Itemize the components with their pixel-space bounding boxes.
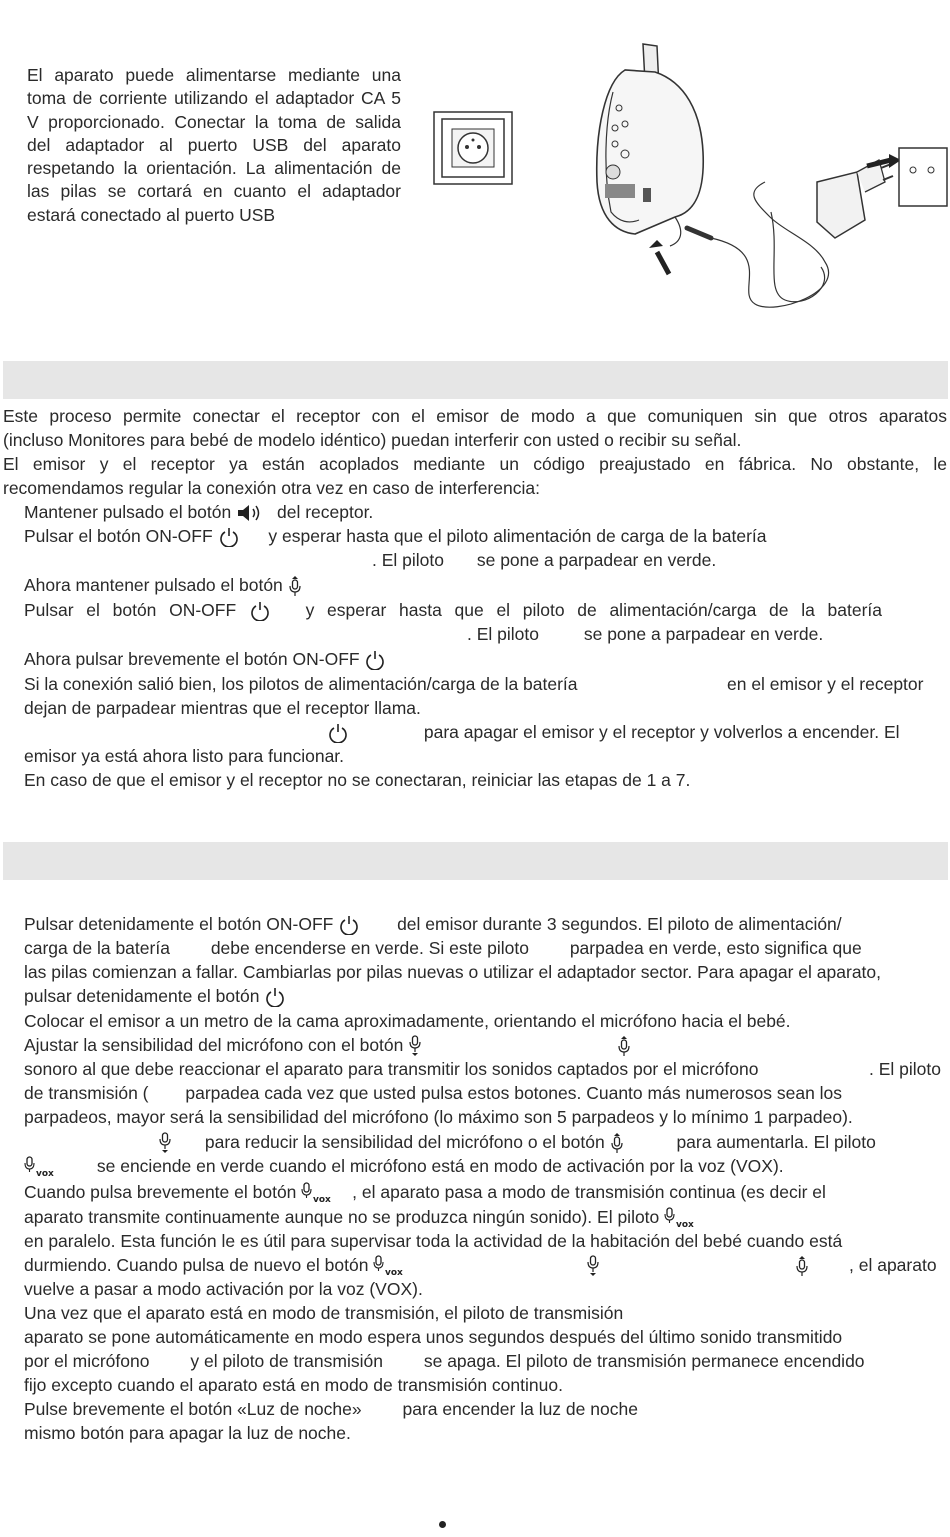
usage-text: fijo excepto cuando el aparato está en modo de transmisión continuo. [24, 1375, 563, 1395]
pairing-text-line: El emisor y el receptor ya están acoplados mediante un código preajustado en fábrica. No obstante, le [3, 454, 947, 474]
section-header-band-pairing [3, 361, 948, 399]
pairing-step-8 [24, 768, 947, 792]
step-text: del receptor. [276, 502, 374, 522]
vox-icon [373, 1255, 403, 1277]
wall-socket-illustration [433, 111, 513, 185]
usage-text: por el micrófono [24, 1351, 150, 1371]
pairing-step-1 [24, 500, 947, 524]
usage-text: aparato se pone automáticamente en modo espera unos segundos después del último sonido transmitido [24, 1327, 843, 1347]
step-text: se pone a parpadear en verde. [476, 550, 717, 570]
usage-text: se enciende en verde cuando el micrófono está en modo de activación por la voz (VOX). [96, 1156, 784, 1176]
step-text: y esperar hasta que el piloto alimentación de carga de la batería [268, 526, 767, 546]
pairing-text-line: (incluso Monitores para bebé de modelo idéntico) puedan interferir con usted o recibir su señal. [3, 430, 742, 450]
step-text: Ahora mantener pulsado el botón [24, 575, 283, 595]
microphone-up-icon [795, 1255, 809, 1277]
usage-line [24, 1277, 947, 1301]
usage-line [24, 1180, 947, 1204]
vox-label: vox [36, 1169, 54, 1179]
usage-line [24, 1325, 947, 1349]
vox-icon [24, 1156, 54, 1178]
usage-text: de transmisión ( [24, 1083, 149, 1103]
step-text: Si la conexión salió bien, los pilotos de alimentación/carga de la batería [24, 674, 578, 694]
power-icon [338, 915, 360, 935]
step-text: Mantener pulsado el botón [24, 502, 232, 522]
usage-line [24, 1349, 947, 1373]
pairing-step-6-cont [24, 696, 947, 720]
usage-line [24, 1033, 947, 1057]
step-text: Pulsar el botón ON-OFF [24, 600, 237, 620]
usage-text: carga de la batería [24, 938, 170, 958]
page-bullet [439, 1521, 446, 1528]
usage-line [24, 1205, 947, 1229]
step-text: Ahora pulsar brevemente el botón ON-OFF [24, 649, 360, 669]
usage-text: se apaga. El piloto de transmisión permanece encendido [423, 1351, 865, 1371]
device-adapter-illustration [585, 42, 950, 316]
usage-line [24, 1105, 947, 1129]
usage-text: Pulsar detenidamente el botón ON-OFF [24, 914, 334, 934]
usage-text: aparato transmite continuamente aunque no se produzca ningún sonido). El piloto [24, 1207, 660, 1227]
step-text: Pulsar el botón ON-OFF [24, 526, 213, 546]
usage-line [24, 1154, 947, 1178]
usage-text: . El piloto [869, 1059, 941, 1079]
step-text: emisor ya está ahora listo para funcionar. [24, 746, 345, 766]
usage-text: para aumentarla. El piloto [676, 1132, 876, 1152]
power-icon [264, 987, 286, 1007]
usage-text: Colocar el emisor a un metro de la cama aproximadamente, orientando el micrófono hacia el bebé. [24, 1011, 791, 1031]
microphone-up-icon [610, 1132, 624, 1154]
usage-text: para encender la luz de noche [402, 1399, 638, 1419]
microphone-down-icon [586, 1255, 600, 1277]
usage-line [24, 960, 947, 984]
usage-text: pulsar detenidamente el botón [24, 986, 260, 1006]
pairing-step-3 [24, 573, 947, 597]
microphone-down-icon [408, 1035, 422, 1057]
pairing-step-2 [24, 524, 947, 548]
pairing-text-line: recomendamos regular la conexión otra vez en caso de interferencia: [3, 478, 540, 498]
usage-line [24, 1397, 947, 1421]
pairing-text-line: Este proceso permite conectar el receptor con el emisor de modo a que comuniquen sin que otros aparatos [3, 406, 947, 426]
step-text: En caso de que el emisor y el receptor no se conectaran, reiniciar las etapas de 1 a 7. [24, 770, 691, 790]
power-icon [218, 527, 240, 547]
power-icon [249, 601, 271, 621]
usage-text: las pilas comienzan a fallar. Cambiarlas por pilas nuevas o utilizar el adaptador sector. Para apagar el aparato, [24, 962, 882, 982]
usage-line [24, 912, 947, 936]
vox-icon [301, 1182, 331, 1204]
microphone-up-icon [288, 575, 302, 597]
pairing-step-4 [24, 598, 882, 622]
pairing-step-6-right [727, 672, 947, 696]
vox-label: vox [385, 1268, 404, 1278]
usage-text: para reducir la sensibilidad del micrófono o el botón [204, 1132, 605, 1152]
usage-line [869, 1057, 947, 1081]
usage-text: debe encenderse en verde. Si este piloto [210, 938, 529, 958]
step-text: . El piloto [372, 550, 444, 570]
usage-text: vuelve a pasar a modo activación por la voz (VOX). [24, 1279, 423, 1299]
vox-label: vox [313, 1195, 332, 1205]
section-header-band-usage [3, 842, 948, 880]
pairing-step-7-cont [24, 744, 947, 768]
usage-text: Cuando pulsa brevemente el botón [24, 1182, 297, 1202]
usage-line [24, 1009, 947, 1033]
usage-text: durmiendo. Cuando pulsa de nuevo el botón [24, 1255, 369, 1275]
step-text: en el emisor y el receptor [727, 674, 924, 694]
usage-line [849, 1253, 947, 1277]
usage-line [24, 1301, 947, 1325]
usage-line [24, 1373, 947, 1397]
pairing-step-5 [24, 647, 947, 671]
vox-icon [664, 1207, 694, 1229]
step-text: se pone a parpadear en verde. [583, 624, 824, 644]
usage-text: , el aparato [849, 1255, 937, 1275]
vox-label: vox [676, 1220, 695, 1230]
microphone-down-icon [158, 1132, 172, 1154]
microphone-up-icon [617, 1035, 631, 1057]
usage-text: y el piloto de transmisión [190, 1351, 383, 1371]
intro-paragraph: El aparato puede alimentarse mediante una toma de corriente utilizando el adaptador CA 5 V proporcionado. Conectar la toma de salida del adaptador al puerto USB del aparato respetando la orientación. La alimentación de las pilas se cortará en cuanto el adaptador estará conectado al puerto USB [27, 65, 401, 225]
usage-line [158, 1130, 947, 1154]
usage-line [24, 1229, 947, 1253]
power-icon [364, 650, 386, 670]
usage-line [24, 1421, 947, 1445]
pairing-step-2-cont [372, 548, 947, 572]
usage-text: en paralelo. Esta función le es útil para supervisar toda la actividad de la habitación del bebé cuando está [24, 1231, 843, 1251]
usage-text: parpadeos, mayor será la sensibilidad del micrófono (lo máximo son 5 parpadeos y lo mínimo 1 parpadeo). [24, 1107, 853, 1127]
usage-line [24, 936, 947, 960]
power-icon [327, 723, 349, 743]
step-text: dejan de parpadear mientras que el receptor llama. [24, 698, 421, 718]
usage-text: Pulse brevemente el botón «Luz de noche» [24, 1399, 362, 1419]
step-text: . El piloto [467, 624, 539, 644]
pairing-step-7 [327, 720, 947, 744]
usage-line [24, 1081, 947, 1105]
usage-text: sonoro al que debe reaccionar el aparato para transmitir los sonidos captados por el micrófono [24, 1059, 759, 1079]
usage-text: del emisor durante 3 segundos. El piloto de alimentación/ [397, 914, 842, 934]
usage-line [24, 1057, 947, 1081]
step-text: para apagar el emisor y el receptor y volverlos a encender. El [423, 722, 900, 742]
usage-text: parpadea en verde, esto significa que [569, 938, 862, 958]
usage-line [24, 984, 947, 1008]
usage-text: , el aparato pasa a modo de transmisión continua (es decir el [352, 1182, 826, 1202]
pairing-step-4-cont [467, 622, 947, 646]
step-text: y esperar hasta que el piloto de alimentación/carga de la batería [305, 600, 882, 620]
usage-text: Ajustar la sensibilidad del micrófono con el botón [24, 1035, 404, 1055]
usage-text: Una vez que el aparato está en modo de transmisión, el piloto de transmisión [24, 1303, 624, 1323]
usage-text: parpadea cada vez que usted pulsa estos botones. Cuanto más numerosos sean los [185, 1083, 843, 1103]
usage-text: mismo botón para apagar la luz de noche. [24, 1423, 351, 1443]
speaker-icon [236, 503, 264, 523]
